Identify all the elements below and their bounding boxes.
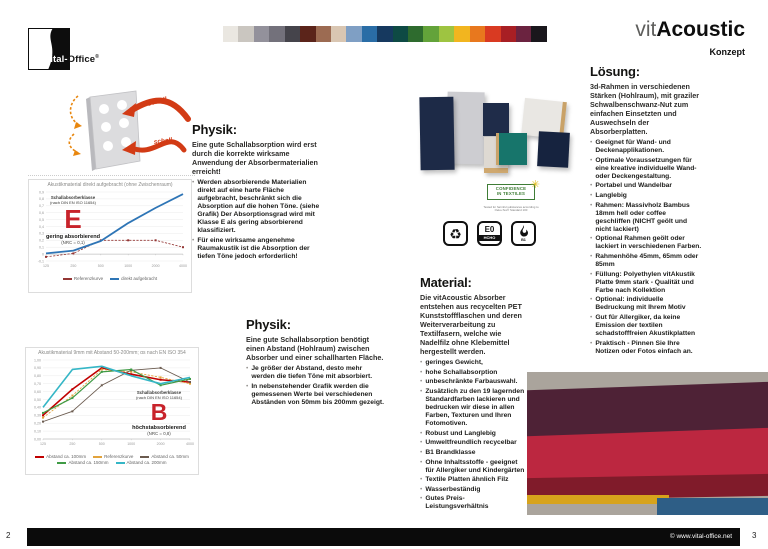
bullet-marker: •: [420, 458, 423, 466]
legend-label: Abstand ca. 50mm: [151, 454, 189, 459]
bullet-item: [590, 182, 702, 190]
bullet-text: Umweltfreundlich recycelbar: [425, 439, 517, 447]
bullet-marker: •: [420, 476, 423, 484]
vital-office-logo-text: [44, 54, 99, 65]
loesung-bullets: [590, 139, 702, 356]
svg-text:0,2: 0,2: [39, 238, 44, 243]
oeko-flower-icon: ✳: [530, 179, 540, 191]
svg-text:0,10: 0,10: [34, 429, 41, 434]
svg-text:0,60: 0,60: [34, 389, 41, 394]
section-physik-1: [192, 122, 320, 263]
physik1-bullets: [192, 179, 320, 261]
bullet-marker: •: [590, 296, 593, 304]
bullet-item: [420, 495, 528, 511]
panel-blue: [657, 498, 768, 515]
bullet-item: [590, 253, 702, 269]
bullet-marker: •: [192, 236, 195, 244]
physik2-intro: Eine gute Schallabsorption benötigt einen Abstand (Hohlraum) zwischen Absorber und einer schallharten Fläche.: [246, 335, 384, 362]
bullet-text: Wasserbeständig: [425, 485, 481, 493]
bullet-marker: •: [420, 439, 423, 447]
legend-entry: [140, 454, 189, 459]
schall-label-2: schall: [153, 136, 173, 146]
bullet-marker: •: [420, 368, 423, 376]
section-loesung: [590, 64, 702, 357]
bullet-marker: •: [420, 495, 423, 503]
svg-text:0,6: 0,6: [39, 211, 44, 215]
legend-entry: [57, 460, 108, 465]
bullet-marker: •: [590, 182, 593, 190]
legend-entry: [110, 276, 157, 281]
svg-text:1000: 1000: [124, 264, 133, 269]
legend-label: Abstand ca. 150mm: [68, 460, 109, 465]
legend-label: Referenzkurve: [73, 276, 104, 281]
bullet-item: [590, 314, 702, 338]
bullet-item: [420, 459, 528, 475]
panel-teal: [496, 133, 527, 165]
color-swatch: [254, 26, 269, 42]
loesung-intro: 3d-Rahmen in verschiedenen Stärken (Hohlraum), mit graziler Schwalbenschwanz-Nut zum einfachen Einsetzten und Auswechseln der Absorberplatten.: [590, 82, 700, 136]
bullet-item: [420, 359, 528, 367]
bullet-text: Geeignet für Wand- und Deckenapplikationen.: [595, 139, 671, 155]
bullet-text: Werden absorbierende Materialien direkt auf eine harte Fläche aufgebracht, beschränkt sich die Absorption auf die hohen Töne. (siehe Grafik) Der Absorptionsgrad wird mit Klasse E als gering absorbierend klassifiziert.: [197, 179, 320, 235]
bullet-item: [590, 235, 702, 251]
color-swatch: [470, 26, 485, 42]
legend-swatch: [110, 278, 119, 280]
svg-text:500: 500: [97, 264, 104, 269]
logo-registered-mark: ®: [95, 54, 99, 60]
color-swatch: [423, 26, 438, 42]
svg-text:2000: 2000: [156, 442, 165, 447]
svg-text:1000: 1000: [127, 442, 136, 447]
section-material: [420, 275, 528, 513]
oeko-line1: CONFIDENCE: [495, 186, 527, 191]
color-swatch: [516, 26, 531, 42]
svg-text:0: 0: [42, 252, 44, 257]
recycle-icon: ♻: [443, 221, 468, 246]
bullet-text: Gut für Allergiker, da keine Emission der textilen schadstofffreien Akustikplatten: [595, 313, 696, 338]
color-swatch: [362, 26, 377, 42]
bullet-item: [590, 157, 702, 181]
svg-text:-0,1: -0,1: [37, 259, 44, 264]
bullet-text: Optional: individuelle Bedruckung mit Ihrem Motiv: [595, 296, 686, 312]
bullet-item: [246, 365, 384, 381]
bullet-item: [420, 378, 528, 386]
panel-yellow: [527, 495, 669, 504]
chart1-legend: [29, 276, 191, 281]
color-swatch: [331, 26, 346, 42]
svg-text:0,30: 0,30: [34, 413, 41, 418]
bullet-item: [420, 449, 528, 457]
svg-text:0,20: 0,20: [34, 421, 41, 426]
page-number-right: 3: [752, 531, 757, 540]
color-swatch: [393, 26, 408, 42]
bullet-marker: •: [590, 252, 593, 260]
color-swatch: [316, 26, 331, 42]
page-number-left: 2: [6, 531, 11, 540]
loesung-heading: Lösung:: [590, 64, 640, 79]
bullet-item: [590, 340, 702, 356]
e0-formaldehyde-icon: [477, 221, 502, 246]
legend-label: Abstand ca. 200mm: [126, 460, 167, 465]
bullet-marker: •: [590, 139, 593, 146]
physik2-heading: Physik:: [246, 317, 291, 332]
chart1-title: Akustikmaterial direkt aufgebracht (ohne Zwischenraum): [47, 182, 173, 188]
svg-text:4000: 4000: [186, 442, 194, 447]
title-bold: Acoustic: [656, 18, 745, 41]
color-swatch: [269, 26, 284, 42]
svg-text:0,9: 0,9: [39, 190, 44, 195]
bullet-text: geringes Gewicht,: [425, 359, 483, 366]
legend-swatch: [116, 462, 125, 464]
physik2-bullets: [246, 365, 384, 407]
bullet-item: [420, 439, 528, 447]
bullet-item: [590, 139, 702, 155]
legend-label: Abstand ca. 100mm: [46, 454, 87, 459]
svg-text:4000: 4000: [179, 264, 187, 269]
bullet-marker: •: [590, 270, 593, 278]
svg-text:0,40: 0,40: [34, 405, 41, 410]
bullet-text: B1 Brandklasse: [425, 448, 476, 456]
chart2-plot: [26, 356, 198, 448]
bullet-marker: •: [590, 339, 593, 347]
hcho-label: HCHO: [479, 235, 500, 241]
title-prefix: vit: [635, 18, 657, 41]
bullet-marker: •: [590, 156, 593, 164]
bullet-item: [590, 192, 702, 200]
svg-text:0,7: 0,7: [39, 204, 44, 209]
chart-direct-mounted: [28, 179, 195, 293]
legend-label: direkt aufgebracht: [121, 276, 158, 281]
bullet-item: [420, 476, 528, 484]
chart2-class-letter: B: [150, 399, 168, 425]
svg-text:500: 500: [98, 442, 105, 447]
bullet-item: [420, 486, 528, 494]
bullet-text: Ohne Inhaltsstoffe - geeignet für Allergiker und Kindergärten: [425, 458, 525, 474]
chart1-nrc: (NRC = 0,1): [61, 239, 85, 245]
svg-text:0,5: 0,5: [39, 217, 44, 222]
logo-vital: Vital-: [44, 54, 68, 66]
bullet-item: [420, 430, 528, 438]
svg-text:0,8: 0,8: [39, 197, 44, 202]
fire-class-label: B1: [521, 238, 526, 243]
fire-class-icon: [511, 221, 536, 246]
svg-text:0,70: 0,70: [34, 382, 41, 386]
legend-entry: [116, 460, 167, 465]
chart2-rating: höchstabsorbierend: [132, 425, 186, 432]
panel-navy-tall: [419, 97, 454, 171]
color-collection-strip: [223, 26, 547, 42]
oeko-tex-label: [487, 179, 540, 200]
bullet-marker: •: [420, 485, 423, 493]
bullet-text: Textile Platten ähnlich Filz: [425, 476, 509, 484]
svg-text:250: 250: [70, 264, 77, 269]
panel-navy-small: [483, 103, 509, 136]
bullet-text: In nebenstehender Grafik werden die gemessenen Werte bei verschiedenen Abständen von 50mm bis 200mm gezeigt.: [251, 382, 384, 406]
svg-text:1,00: 1,00: [34, 358, 41, 363]
bullet-marker: •: [192, 179, 195, 186]
bullet-marker: •: [590, 191, 593, 199]
divider-dotted: [28, 175, 195, 176]
color-swatch: [300, 26, 315, 42]
bullet-text: Robust und Langlebig: [425, 429, 496, 437]
chart1-plot: [29, 188, 191, 270]
bullet-text: Optional Rahmen geölt oder lackiert in verschiedenen Farben.: [595, 235, 702, 251]
footer-bar: [27, 528, 740, 546]
legend-swatch: [63, 278, 72, 280]
svg-text:0,80: 0,80: [34, 374, 41, 379]
chart2-title: Akustikmaterial 9mm mit Abstand 50-200mm; αs nach EN ISO 354: [38, 350, 186, 356]
color-swatch: [285, 26, 300, 42]
sound-absorption-illustration: [56, 86, 196, 176]
page-title: [635, 18, 745, 57]
bullet-text: Optimale Voraussetzungen für eine kreative individuelle Wand- oder Deckengestaltung.: [595, 156, 697, 180]
chart2-class-note2: (nach DIN EN ISO 11654): [136, 395, 182, 400]
bullet-marker: •: [590, 201, 593, 209]
bullet-text: Füllung: Polyethylen vitAkustik Platte 9mm stark - Qualität und Farbe nach Kollektion: [595, 270, 695, 294]
chart2-class-note: Schallabsorberklasse: [136, 390, 182, 395]
bullet-marker: •: [590, 235, 593, 243]
material-bullets: [420, 359, 528, 511]
bullet-marker: •: [246, 382, 249, 390]
bullet-item: [590, 271, 702, 295]
color-swatch: [485, 26, 500, 42]
color-swatch: [238, 26, 253, 42]
bullet-text: Rahmen: Massivholz Bambus 18mm hell oder coffee geschliffen (NICHT geölt und nicht lackiert): [595, 201, 690, 233]
bullet-text: Praktisch - Pinnen Sie Ihre Notizen oder Fotos einfach an.: [595, 339, 693, 355]
bullet-item: [246, 383, 384, 407]
schall-label-1: schall: [146, 96, 168, 108]
material-heading: Material:: [420, 275, 472, 290]
flame-icon: [516, 224, 531, 239]
legend-label: Referenzkurve: [104, 454, 134, 459]
bullet-item: [420, 388, 528, 428]
bullet-text: Rahmenhöhe 45mm, 65mm oder 85mm: [595, 252, 699, 268]
svg-text:125: 125: [43, 264, 49, 269]
physik1-intro: Eine gute Schallabsorption wird erst durch die korrekte wirksame Anwendung der Absorbermaterialien erreicht!: [192, 140, 318, 176]
bullet-text: Portabel und Wandelbar: [595, 182, 672, 190]
bullet-text: Gutes Preis- Leistungsverhältnis: [425, 495, 489, 511]
color-swatch: [454, 26, 469, 42]
bullet-text: Je größer der Abstand, desto mehr werden die tiefen Töne mit absorbiert.: [251, 365, 373, 381]
bullet-marker: •: [246, 365, 249, 372]
legend-swatch: [57, 462, 66, 464]
bullet-text: unbeschränkte Farbauswahl.: [425, 378, 518, 386]
color-swatch: [408, 26, 423, 42]
svg-text:0,3: 0,3: [39, 231, 44, 236]
svg-text:0,1: 0,1: [39, 245, 44, 250]
color-swatch: [531, 26, 546, 42]
color-swatch: [439, 26, 454, 42]
logo-office: Office: [67, 54, 96, 66]
svg-text:250: 250: [69, 442, 76, 447]
legend-entry: [63, 276, 103, 281]
svg-text:0,00: 0,00: [34, 437, 41, 442]
color-swatch: [377, 26, 392, 42]
bullet-item: [590, 296, 702, 312]
svg-text:0,4: 0,4: [39, 224, 44, 229]
chart1-class-note2: (nach DIN EN ISO 11654): [50, 200, 96, 205]
oeko-subtext: Tested for harmful substances according to Oeko-Tex® Standard 100: [483, 205, 539, 213]
legend-swatch: [140, 456, 149, 458]
bullet-marker: •: [420, 448, 423, 456]
colored-panels-photo: [527, 372, 768, 515]
bullet-marker: •: [590, 313, 593, 321]
bullet-marker: •: [420, 387, 423, 395]
oeko-line2: IN TEXTILES: [496, 190, 526, 196]
chart-with-air-gap: [25, 347, 199, 475]
chart2-nrc: (NRC = 0,8): [147, 431, 171, 437]
chart1-class-letter: E: [64, 204, 82, 234]
section-physik-2: [246, 317, 384, 408]
copyright-url[interactable]: © www.vital-office.net: [669, 533, 732, 540]
svg-text:0,50: 0,50: [34, 397, 41, 402]
svg-text:125: 125: [40, 442, 46, 447]
svg-text:2000: 2000: [151, 264, 160, 269]
legend-swatch: [93, 456, 102, 458]
chart1-class-note: Schallabsorberklasse: [50, 195, 96, 200]
chart2-legend: [26, 454, 198, 465]
bullet-marker: •: [420, 359, 423, 366]
bullet-text: Für eine wirksame angenehme Raumakustik ist die Absorption der tiefen Töne jedoch erforderlich!: [197, 236, 310, 260]
certification-icons: [443, 221, 536, 246]
bullet-text: Langlebig: [595, 191, 627, 199]
bullet-text: Zusätzlich zu den 19 lagernden Standardfarben lackieren und bedrucken wir diese in allen Farben, Texturen und Ihren Fotomotiven.: [425, 387, 525, 427]
bullet-marker: •: [420, 429, 423, 437]
color-swatch: [223, 26, 238, 42]
bullet-item: [590, 202, 702, 234]
material-intro: Die vitAcoustic Absorber entstehen aus recycelten PET Kunststoffflaschen und deren Weiterverarbeitung zu Textilfasern, welche wie Nadelfilz ohne Klebemittel hergestellt werden.: [420, 293, 522, 356]
legend-swatch: [35, 456, 44, 458]
bullet-item: [192, 179, 320, 235]
chart1-rating: gering absorbierend: [45, 233, 101, 240]
panel-navy-right: [537, 131, 570, 168]
svg-text:0,90: 0,90: [34, 366, 41, 371]
e0-label: E0: [484, 224, 495, 234]
color-swatch: [346, 26, 361, 42]
bullet-text: hohe Schallabsorption: [425, 368, 498, 376]
bullet-marker: •: [420, 378, 423, 386]
bullet-item: [420, 369, 528, 377]
color-swatch: [501, 26, 516, 42]
physik1-heading: Physik:: [192, 122, 237, 137]
legend-entry: [35, 454, 86, 459]
page-subtitle: Konzept: [709, 47, 745, 57]
product-photo: [420, 85, 592, 180]
legend-entry: [93, 454, 133, 459]
bullet-item: [192, 237, 320, 261]
